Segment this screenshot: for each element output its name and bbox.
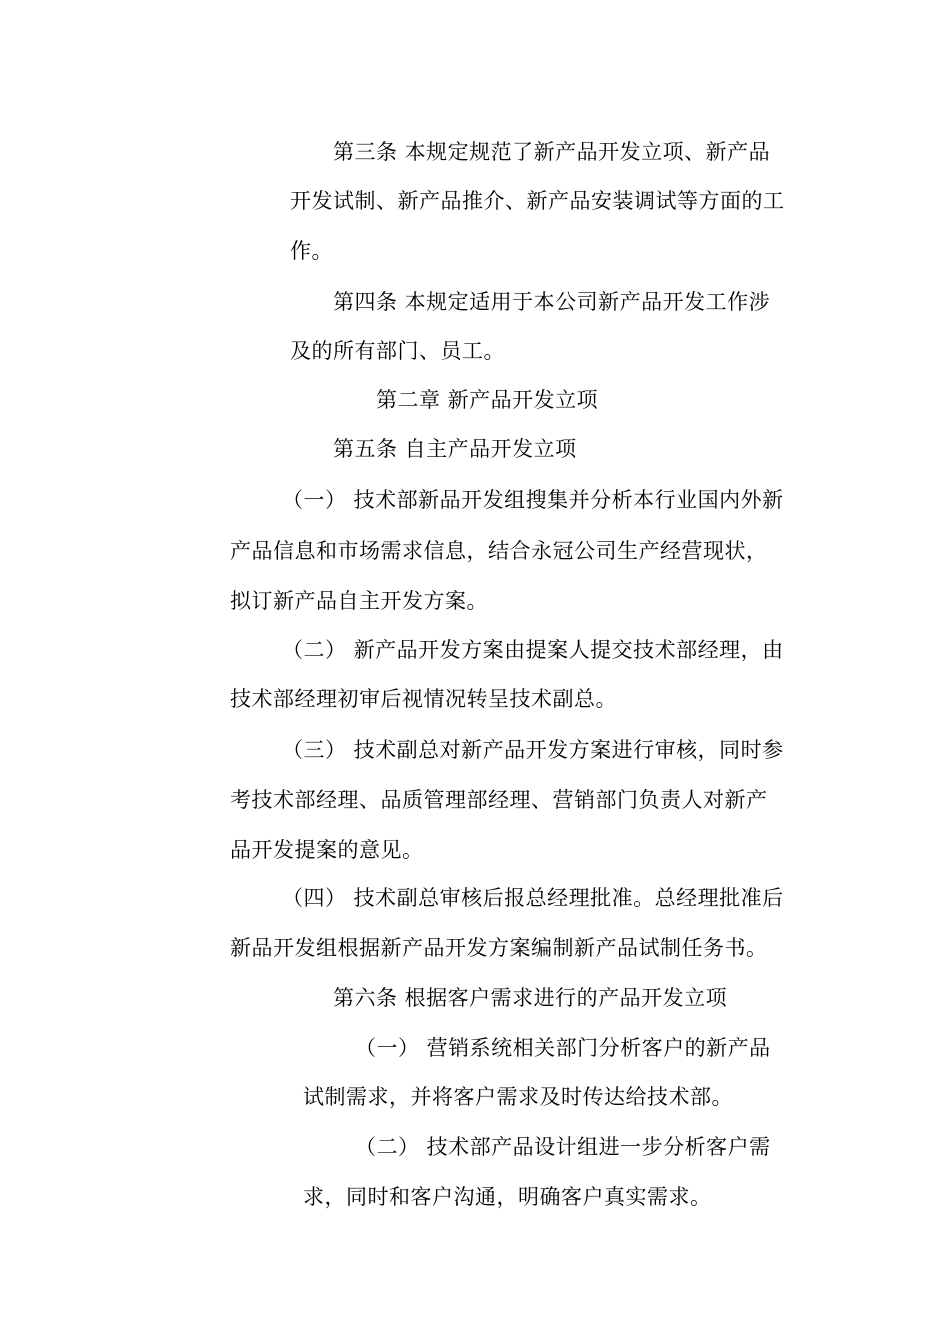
article-6-item-1-line-2: 试制需求，并将客户需求及时传达给技术部。	[303, 1085, 733, 1109]
chapter-2-heading: 第二章 新产品开发立项	[376, 388, 599, 412]
article-5-item-3-line-1: （三） 技术副总对新产品开发方案进行审核，同时参	[282, 738, 784, 762]
article-3-line-3: 作。	[290, 239, 333, 263]
article-5-item-2-line-1: （二） 新产品开发方案由提案人提交技术部经理，由	[282, 638, 784, 662]
article-3-line-1: 第三条 本规定规范了新产品开发立项、新产品	[333, 140, 771, 164]
article-5-item-4-line-1: （四） 技术副总审核后报总经理批准。总经理批准后	[282, 886, 784, 910]
article-5-item-2-line-2: 技术部经理初审后视情况转呈技术副总。	[230, 687, 617, 711]
article-6-item-2-line-2: 求，同时和客户沟通，明确客户真实需求。	[303, 1185, 712, 1209]
article-6-item-1-line-1: （一） 营销系统相关部门分析客户的新产品	[355, 1036, 771, 1060]
article-5-item-4-line-2: 新品开发组根据新产品开发方案编制新产品试制任务书。	[230, 936, 768, 960]
article-3-line-2: 开发试制、新产品推介、新产品安装调试等方面的工	[290, 189, 785, 213]
article-5-item-1-line-2: 产品信息和市场需求信息，结合永冠公司生产经营现状，	[230, 539, 768, 563]
article-5-heading: 第五条 自主产品开发立项	[333, 437, 577, 461]
article-5-item-3-line-2: 考技术部经理、品质管理部经理、营销部门负责人对新产	[230, 788, 768, 812]
article-5-item-1-line-3: 拟订新产品自主开发方案。	[230, 589, 488, 613]
article-6-heading: 第六条 根据客户需求进行的产品开发立项	[333, 986, 728, 1010]
article-4-line-1: 第四条 本规定适用于本公司新产品开发工作涉	[333, 290, 771, 314]
article-4-line-2: 及的所有部门、员工。	[290, 339, 505, 363]
article-5-item-3-line-3: 品开发提案的意见。	[230, 838, 424, 862]
article-5-item-1-line-1: （一） 技术部新品开发组搜集并分析本行业国内外新	[282, 488, 784, 512]
article-6-item-2-line-1: （二） 技术部产品设计组进一步分析客户需	[355, 1135, 771, 1159]
